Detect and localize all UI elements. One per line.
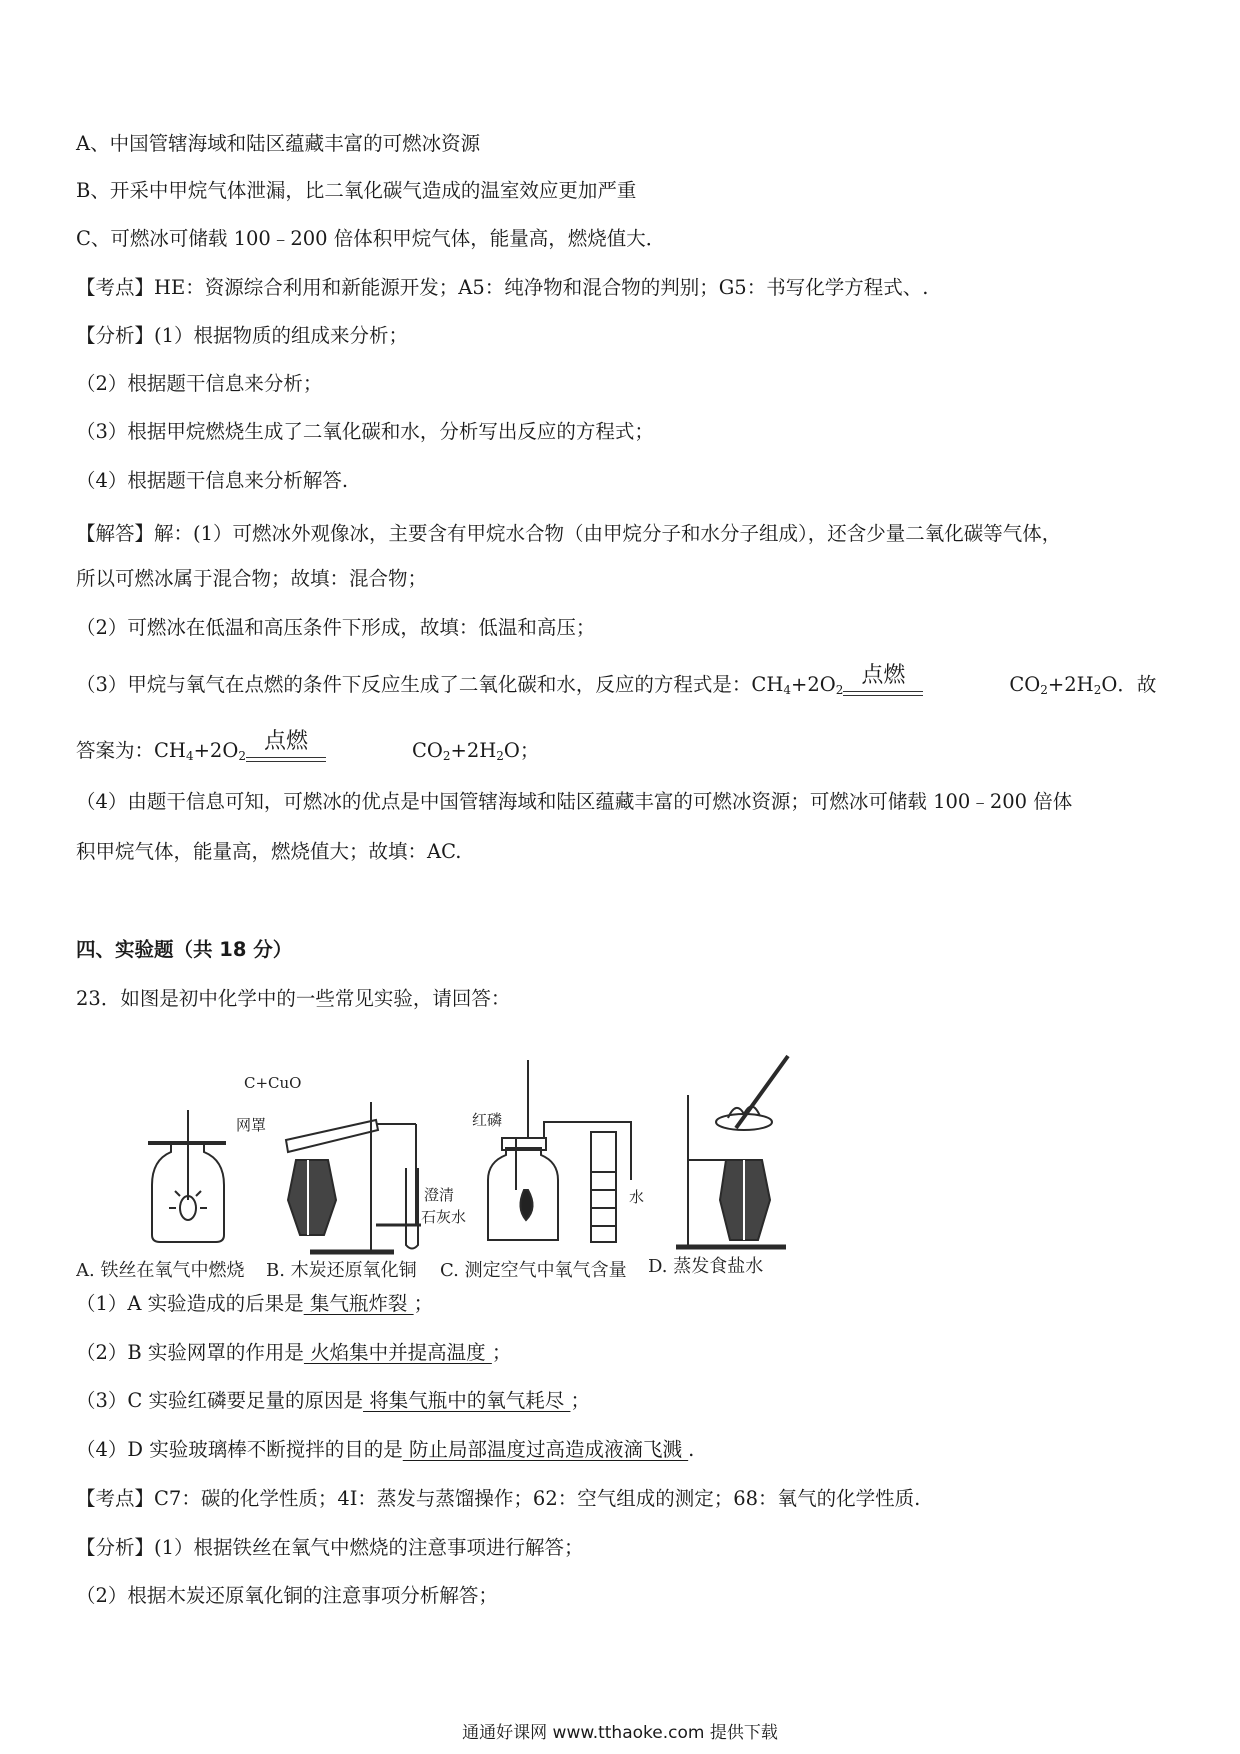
q23-sub4: （4）D 实验玻璃棒不断搅拌的目的是 防止局部温度过高造成液滴飞溅 . — [76, 1438, 695, 1461]
jieda-22-2: （2）可燃冰在低温和高压条件下形成，故填：低温和高压； — [76, 616, 596, 639]
label-honglin: 红磷 — [472, 1111, 503, 1129]
fenxi-22-1: 【分析】(1）根据物质的组成来分析； — [76, 324, 409, 347]
reaction-condition: 点燃 — [861, 662, 906, 688]
answer-3: 将集气瓶中的氧气耗尽 — [363, 1389, 571, 1412]
jieda-22-4b: 积甲烷气体，能量高，燃烧值大；故填：AC. — [76, 840, 462, 863]
label-chengqing: 澄清 — [424, 1186, 455, 1204]
fenxi-23-1: 【分析】(1）根据铁丝在氧气中燃烧的注意事项进行解答； — [76, 1536, 584, 1559]
label-wangzhao: 网罩 — [236, 1116, 267, 1134]
q23-sub3: （3）C 实验红磷要足量的原因是 将集气瓶中的氧气耗尽 ； — [76, 1389, 590, 1412]
answer-1: 集气瓶炸裂 — [303, 1292, 414, 1315]
kaodian-23: 【考点】C7：碳的化学性质；4I：蒸发与蒸馏操作；62：空气组成的测定；68：氧气的化学性质. — [76, 1487, 921, 1510]
reaction-arrow — [246, 728, 326, 765]
caption-d: D. 蒸发食盐水 — [648, 1256, 764, 1277]
reaction-condition: 点燃 — [263, 728, 308, 754]
question-23-stem: 23．如图是初中化学中的一些常见实验，请回答： — [76, 987, 511, 1010]
caption-a: A. 铁丝在氧气中燃烧 — [76, 1260, 245, 1278]
jieda-22-4: （4）由题干信息可知，可燃冰的优点是中国管辖海域和陆区蕴藏丰富的可燃冰资源；可燃冰可储载 100﹣200 倍体 — [76, 790, 1073, 813]
jieda-22-1b: 所以可燃冰属于混合物；故填：混合物； — [76, 567, 428, 590]
reaction-arrow — [843, 662, 923, 699]
option-a: A、中国管辖海域和陆区蕴藏丰富的可燃冰资源 — [76, 132, 481, 155]
jieda-22-3-text: （3）甲烷与氧气在点燃的条件下反应生成了二氧化碳和水，反应的方程式是：CH — [76, 673, 784, 696]
section-title: 四、实验题（共 18 分） — [76, 938, 293, 961]
caption-b: B. 木炭还原氧化铜 — [266, 1260, 417, 1278]
label-c-cuo: C+CuO — [244, 1074, 302, 1092]
option-b: B、开采中甲烷气体泄漏，比二氧化碳气造成的温室效应更加严重 — [76, 179, 637, 202]
jieda-22-3: （3）甲烷与氧气在点燃的条件下反应生成了二氧化碳和水，反应的方程式是：$CH_4+2O_2$ 点燃 $CO_2+2H_2O$．故 — [76, 662, 1157, 697]
answer-4: 防止局部温度过高造成液滴飞溅 — [402, 1438, 689, 1461]
fenxi-22-4: （4）根据题干信息来分析解答. — [76, 469, 349, 492]
label-shui: 水 — [629, 1188, 645, 1206]
option-c: C、可燃冰可储载 100﹣200 倍体积甲烷气体，能量高，燃烧值大． — [76, 227, 666, 250]
answer-2: 火焰集中并提高温度 — [303, 1341, 492, 1364]
label-shihuishui: 石灰水 — [421, 1208, 467, 1226]
fenxi-22-3: （3）根据甲烷燃烧生成了二氧化碳和水，分析写出反应的方程式； — [76, 420, 654, 443]
experiment-diagram — [76, 1040, 866, 1278]
caption-c: C. 测定空气中氧气含量 — [440, 1260, 627, 1278]
fenxi-23-2: （2）根据木炭还原氧化铜的注意事项分析解答； — [76, 1584, 498, 1607]
kaodian-22: 【考点】HE：资源综合利用和新能源开发；A5：纯净物和混合物的判别；G5：书写化学方程式、. — [76, 276, 929, 299]
jieda-22-1: 【解答】解：(1）可燃冰外观像冰，主要含有甲烷水合物（由甲烷分子和水分子组成），还含少量二氧化碳等气体， — [76, 522, 1062, 545]
q23-sub1: （1）A 实验造成的后果是 集气瓶炸裂 ； — [76, 1292, 434, 1315]
q23-sub2: （2）B 实验网罩的作用是 火焰集中并提高温度 ； — [76, 1341, 512, 1364]
experiment-figure — [76, 1040, 866, 1278]
jieda-22-3b: 答案为：$CH_4+2O_2$ 点燃 $CO_2+2H_2O$； — [76, 728, 540, 763]
footer: 通通好课网 www.tthaoke.com 提供下载 — [462, 1723, 778, 1743]
fenxi-22-2: （2）根据题干信息来分析； — [76, 372, 323, 395]
